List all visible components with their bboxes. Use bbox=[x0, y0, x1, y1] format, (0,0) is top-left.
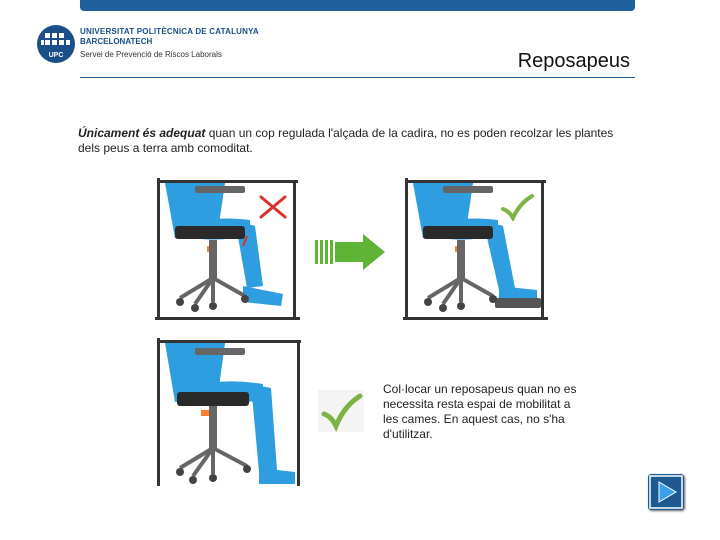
x-mark-icon bbox=[258, 194, 288, 220]
header-divider bbox=[80, 77, 635, 78]
department-name: Servei de Prevenció de Riscos Laborals bbox=[80, 50, 222, 59]
caption-text: Col·locar un reposapeus quan no es necessita resta espai de mobilitat a les cames. En aquest cas, no s'ha d'utilitzar. bbox=[383, 382, 577, 441]
intro-text: quan un cop regulada l'alçada de la cadira, no es poden recolzar les plantes dels peus a terra amb comoditat. bbox=[78, 126, 614, 155]
arrow-right-icon bbox=[315, 234, 385, 270]
university-name: UNIVERSITAT POLITÈCNICA DE CATALUNYA bbox=[80, 27, 259, 36]
play-next-icon bbox=[648, 474, 684, 510]
university-subtitle: BARCELONATECH bbox=[80, 37, 153, 46]
check-mark-icon bbox=[500, 193, 534, 221]
next-slide-button[interactable] bbox=[648, 474, 684, 510]
upc-logo bbox=[36, 24, 76, 64]
intro-paragraph bbox=[78, 126, 638, 156]
check-mark-icon bbox=[318, 390, 364, 432]
page-title: Reposapeus bbox=[517, 50, 630, 72]
intro-emphasis: Únicament és adequat bbox=[78, 126, 206, 140]
top-bar bbox=[80, 0, 635, 11]
svg-text:UPC: UPC bbox=[48, 52, 64, 59]
illustration-feet-on-floor bbox=[155, 338, 303, 486]
